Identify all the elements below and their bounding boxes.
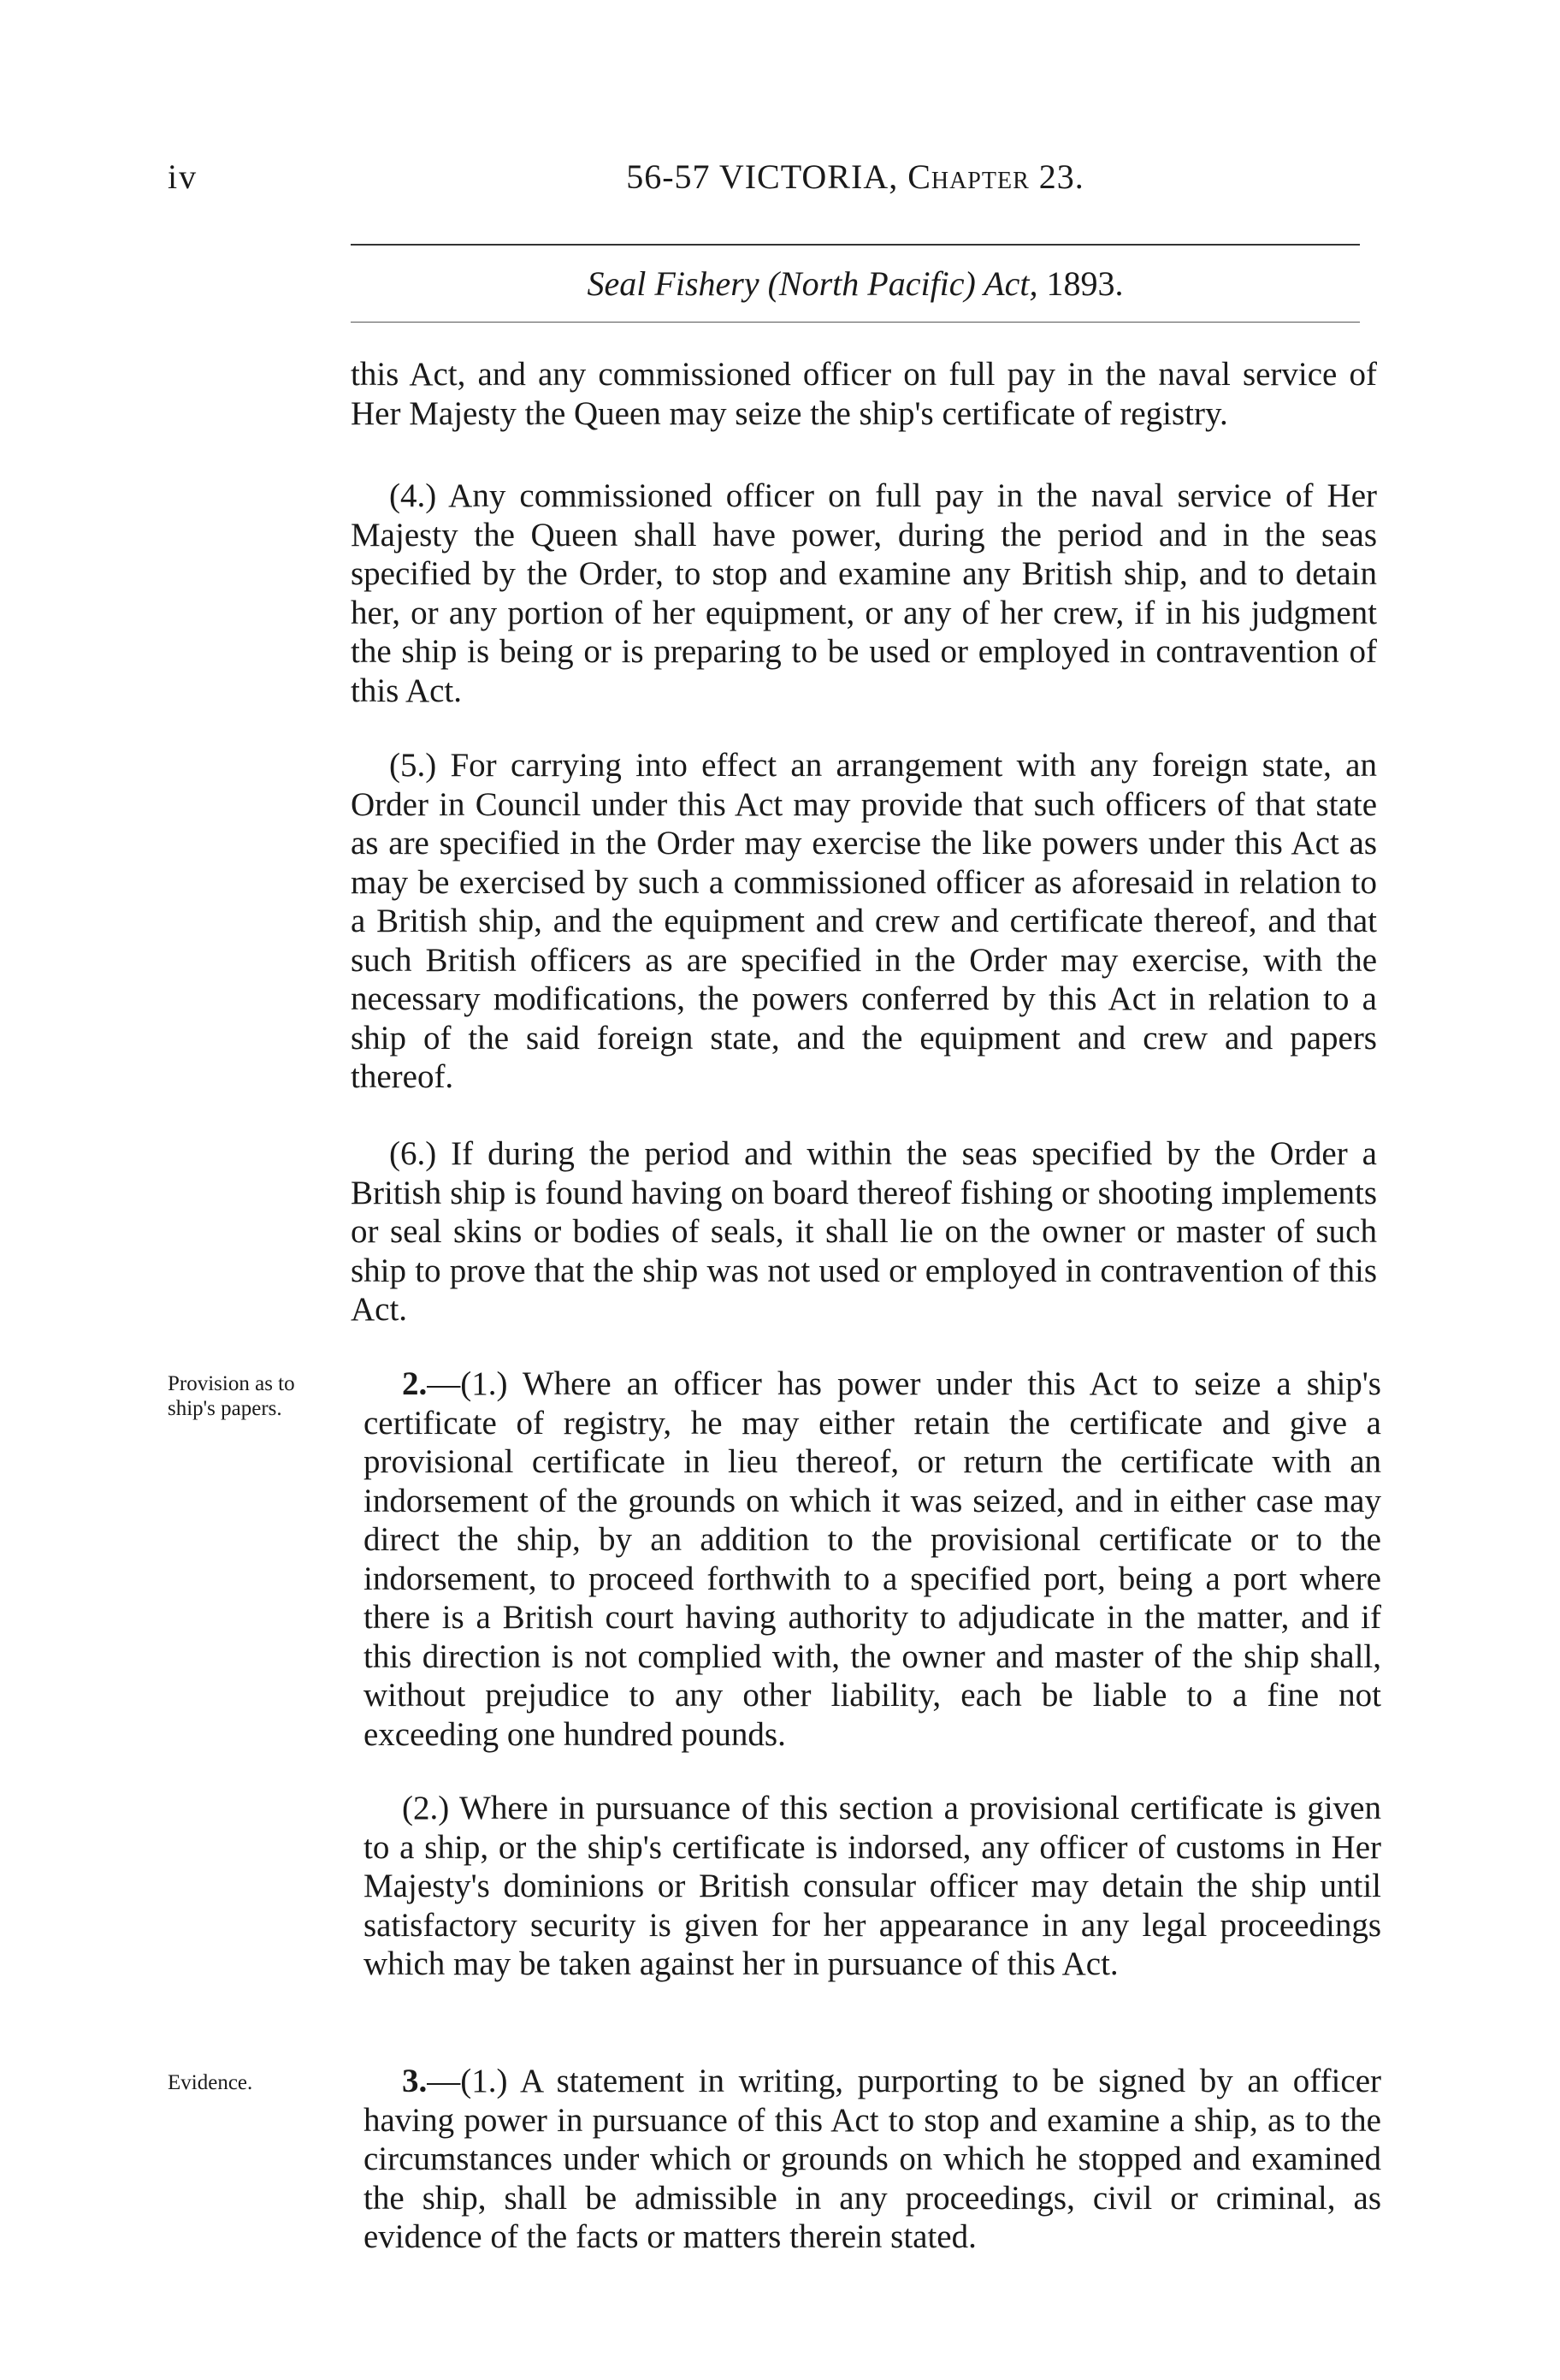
header-rule-top <box>351 244 1360 246</box>
section-3-1-text: —(1.) A statement in writing, purporting to be signed by an officer having power in pursuance of this Act to stop and examine a ship, as to the circumstances under which or grounds on which he stopped and examined the ship, shall be admissible in any proceedings, civil or criminal, as evidence of the facts or matters therein stated. <box>363 2063 1381 2255</box>
margin-note-evidence: Evidence. <box>168 2071 253 2094</box>
section-3-subsection-1 <box>363 2062 1381 2257</box>
margin-note-provision-line1: Provision as to <box>168 1372 295 1395</box>
subsection-6 <box>351 1134 1377 1329</box>
section-2-number: 2. <box>402 1365 428 1402</box>
section-2-subsection-1 <box>363 1365 1381 1754</box>
section-2-2-text: (2.) Where in pursuance of this section a provisional certificate is given to a ship, or the ship's certificate is indorsed, any officer of customs in Her Majesty's dominions or British consular officer may detain the ship until satisfactory security is given for her appearance in any legal proceedings which may be taken against her in pursuance of this Act. <box>363 1790 1381 1982</box>
section-2-subsection-2 <box>363 1789 1381 1984</box>
continuation-paragraph <box>351 355 1377 433</box>
page-number: iv <box>168 157 198 196</box>
running-head-chapter: Chapter 23. <box>907 157 1084 196</box>
subsection-6-text: (6.) If during the period and within the seas specified by the Order a British ship is found having on board thereof fishing or shooting implements or seal skins or bodies of seals, it shall lie on the owner or master of such ship to prove that the ship was not used or employed in contravention of this Act. <box>351 1135 1377 1328</box>
subsection-5-text: (5.) For carrying into effect an arrangement with any foreign state, an Order in Council under this Act may provide that such officers of that state as are specified in the Order may exercise the like powers under this Act as may be exercised by such a commissioned officer as aforesaid in relation to a British ship, and the equipment and crew and certificate thereof, and that such British officers as are specified in the Order may exercise, with the necessary modifications, the powers conferred by this Act in relation to a ship of the said foreign state, and the equipment and crew and papers thereof. <box>351 747 1377 1095</box>
subsection-4 <box>351 477 1377 710</box>
running-head <box>351 157 1360 197</box>
section-3-number: 3. <box>402 2063 428 2099</box>
header-rule-bottom <box>351 322 1360 323</box>
margin-note-provision <box>168 1371 295 1421</box>
subsection-4-text: (4.) Any commissioned officer on full pay in the naval service of Her Majesty the Queen shall have power, during the period and in the seas specified by the Order, to stop and examine any British ship, and to detain her, or any portion of her equipment, or any of her crew, if in his judgment the ship is being or is preparing to be used or employed in contravention of this Act. <box>351 477 1377 709</box>
margin-note-provision-line2: ship's papers. <box>168 1397 282 1420</box>
section-2-1-text: —(1.) Where an officer has power under this Act to seize a ship's certificate of registry, he may either retain the certificate and give a provisional certificate in lieu thereof, or return the certificate with an indorsement of the grounds on which it was seized, and in either case may direct the ship, by an addition to the provisional certificate or to the indorsement, to proceed forthwith to a specified port, being a port where there is a British court having authority to adjudicate in the matter, and if this direction is not complied with, the owner and master of the ship shall, without prejudice to any other liability, each be liable to a fine not exceeding one hundred pounds. <box>363 1365 1381 1753</box>
subsection-5 <box>351 746 1377 1097</box>
short-title <box>351 263 1360 304</box>
short-title-year: 1893. <box>1037 264 1124 303</box>
short-title-text: Seal Fishery (North Pacific) Act, <box>587 264 1038 303</box>
running-head-title: 56-57 VICTORIA, <box>626 157 908 196</box>
continuation-text: this Act, and any commissioned officer on full pay in the naval service of Her Majesty the Queen may seize the ship's certificate of registry. <box>351 356 1377 432</box>
